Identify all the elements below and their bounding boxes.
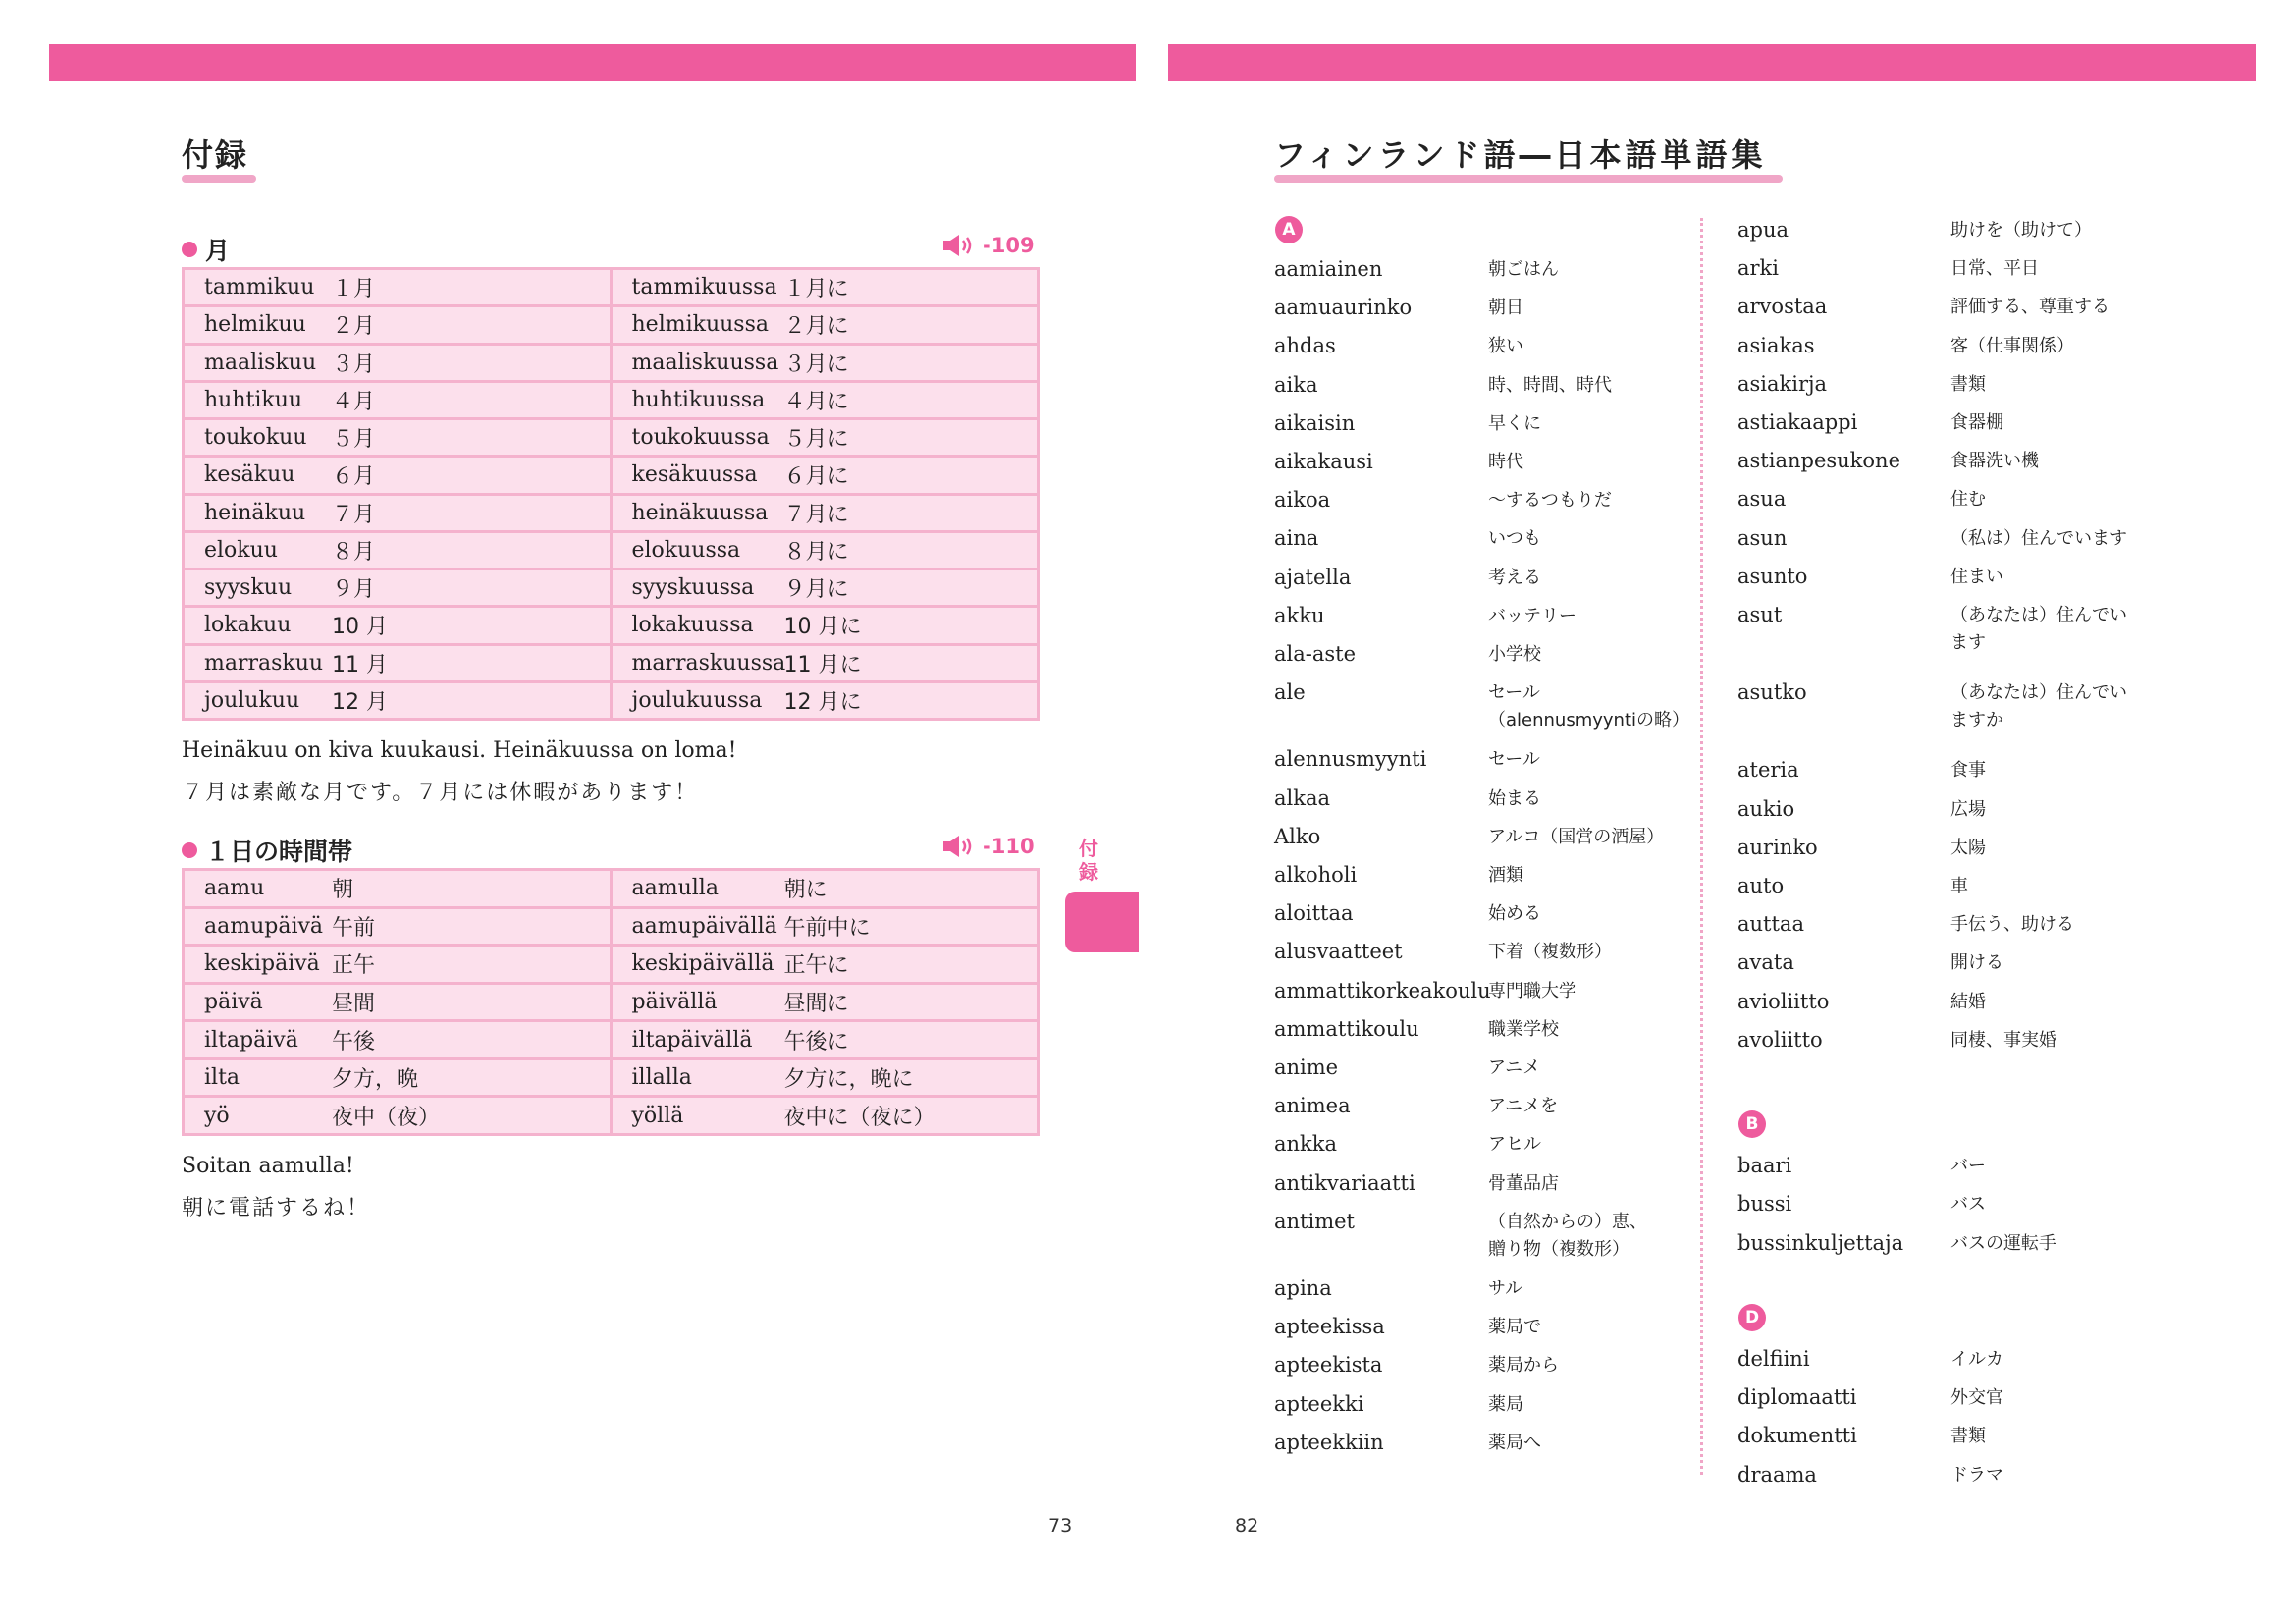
glossary-japanese: 薬局から xyxy=(1488,1355,1559,1377)
glossary-finnish: baari xyxy=(1737,1154,1792,1178)
glossary-japanese: 朝日 xyxy=(1488,298,1523,319)
japanese-word: ４月に xyxy=(783,389,849,414)
glossary-finnish: apteekissa xyxy=(1274,1315,1385,1339)
table-cell xyxy=(613,533,1038,568)
glossary-japanese: 職業学校 xyxy=(1488,1018,1559,1040)
finnish-word: aamulla xyxy=(631,876,719,901)
table-cell xyxy=(613,1060,1038,1096)
finnish-word: elokuu xyxy=(204,537,278,563)
glossary-finnish: aurinko xyxy=(1737,835,1818,859)
glossary-finnish: auttaa xyxy=(1737,912,1804,937)
times-audio[interactable] xyxy=(942,835,1035,858)
table-cell xyxy=(185,496,610,530)
glossary-japanese: 食事 xyxy=(1950,760,1986,782)
glossary-finnish: asutko xyxy=(1737,680,1807,705)
table-cell xyxy=(185,346,610,380)
left-header-bar xyxy=(49,44,1136,81)
table-cell xyxy=(185,570,610,605)
glossary-japanese: 日常、平日 xyxy=(1950,258,2039,280)
bullet-dot xyxy=(182,242,197,257)
glossary-japanese: （自然からの）恵、 贈り物（複数形） xyxy=(1488,1211,1647,1260)
table-cell xyxy=(613,1098,1038,1133)
finnish-word: maaliskuu xyxy=(204,350,317,375)
times-example-ja: 朝に電話するね！ xyxy=(182,1196,371,1220)
finnish-word: elokuussa xyxy=(631,537,741,563)
left-page-title: 付録 xyxy=(182,136,249,174)
finnish-word: päivä xyxy=(204,989,263,1014)
glossary-finnish: arki xyxy=(1737,256,1779,281)
table-cell xyxy=(185,533,610,568)
glossary-japanese: ～するつもりだ xyxy=(1488,490,1612,512)
japanese-word: ３月に xyxy=(783,352,849,377)
glossary-finnish: auto xyxy=(1737,874,1785,897)
finnish-word: yö xyxy=(204,1103,230,1128)
table-cell xyxy=(613,646,1038,680)
glossary-finnish: aika xyxy=(1274,372,1318,397)
glossary-finnish: ammattikorkeakoulu xyxy=(1274,978,1491,1002)
times-title: １日の時間帯 xyxy=(205,838,353,866)
finnish-word: aamu xyxy=(204,876,265,901)
glossary-finnish: antikvariaatti xyxy=(1274,1170,1415,1195)
table-cell xyxy=(613,458,1038,492)
table-cell xyxy=(613,307,1038,342)
glossary-japanese: いつも xyxy=(1488,528,1541,550)
glossary-finnish: aikaisin xyxy=(1274,410,1356,435)
japanese-word: １月 xyxy=(332,277,376,302)
glossary-japanese: バス xyxy=(1950,1194,1986,1216)
glossary-japanese: 骨董品店 xyxy=(1488,1172,1559,1194)
finnish-word: aamupäivällä xyxy=(631,913,777,939)
glossary-japanese: 考える xyxy=(1488,567,1541,588)
table-cell xyxy=(613,947,1038,982)
letter-badge: D xyxy=(1738,1304,1766,1331)
times-section-title xyxy=(182,833,352,868)
glossary-japanese: 外交官 xyxy=(1950,1387,2003,1409)
glossary-japanese: 広場 xyxy=(1950,798,1986,820)
glossary-japanese: 書類 xyxy=(1950,373,1986,395)
times-audio-number: -110 xyxy=(983,835,1035,858)
glossary-japanese: 車 xyxy=(1950,876,1968,896)
table-cell xyxy=(613,420,1038,455)
glossary-japanese: 薬局で xyxy=(1488,1317,1541,1338)
glossary-japanese: バスの運転手 xyxy=(1950,1232,2056,1254)
japanese-word: 10 月 xyxy=(332,615,388,640)
glossary-finnish: apua xyxy=(1737,218,1789,242)
japanese-word: ６月に xyxy=(783,464,849,490)
glossary-japanese: バッテリー xyxy=(1488,605,1576,626)
side-tab[interactable] xyxy=(1065,892,1139,952)
table-cell xyxy=(185,270,610,304)
japanese-word: 夕方に，晩に xyxy=(783,1067,914,1093)
glossary-japanese: セール （alennusmyyntiの略） xyxy=(1488,682,1690,731)
japanese-word: 午後 xyxy=(332,1029,376,1055)
glossary-japanese: 小学校 xyxy=(1488,644,1541,665)
table-cell xyxy=(185,1060,610,1096)
glossary-japanese: サル xyxy=(1488,1278,1523,1299)
japanese-word: ９月に xyxy=(783,577,849,603)
japanese-word: 12 月に xyxy=(783,689,862,715)
glossary-finnish: alkaa xyxy=(1274,785,1331,810)
finnish-word: marraskuu xyxy=(204,650,324,676)
letter-badge: B xyxy=(1738,1110,1766,1138)
months-audio-number: -109 xyxy=(983,234,1035,257)
finnish-word: helmikuu xyxy=(204,312,306,338)
japanese-word: ４月 xyxy=(332,389,376,414)
glossary-japanese: 同棲、事実婚 xyxy=(1950,1029,2056,1051)
times-table xyxy=(182,868,1040,1136)
glossary-finnish: ateria xyxy=(1737,758,1799,783)
glossary-japanese: 狭い xyxy=(1488,336,1523,357)
finnish-word: aamupäivä xyxy=(204,913,324,939)
glossary-finnish: arvostaa xyxy=(1737,295,1828,319)
glossary-japanese: 客（仕事関係） xyxy=(1950,335,2074,356)
table-cell xyxy=(185,1098,610,1133)
finnish-word: maaliskuussa xyxy=(631,350,779,375)
glossary-japanese: 食器棚 xyxy=(1950,412,2003,433)
table-cell xyxy=(613,270,1038,304)
table-cell xyxy=(185,646,610,680)
column-divider xyxy=(1700,218,1703,1475)
glossary-finnish: apteekkiin xyxy=(1274,1430,1384,1454)
table-cell xyxy=(185,1022,610,1057)
finnish-word: iltapäivä xyxy=(204,1027,298,1053)
glossary-japanese: （あなたは）住んでい ます xyxy=(1950,605,2127,653)
months-section-title xyxy=(182,232,230,267)
glossary-japanese: 住む xyxy=(1950,489,1986,511)
months-table xyxy=(182,267,1040,721)
right-page-number: 82 xyxy=(1235,1515,1259,1537)
glossary-finnish: asiakas xyxy=(1737,333,1815,357)
glossary-japanese: イルカ xyxy=(1950,1349,2003,1370)
glossary-finnish: aamuaurinko xyxy=(1274,296,1413,320)
glossary-finnish: anime xyxy=(1274,1055,1339,1079)
japanese-word: 昼間に xyxy=(783,991,849,1016)
japanese-word: 正午 xyxy=(332,953,376,979)
japanese-word: 午前 xyxy=(332,915,376,941)
glossary-japanese: 朝ごはん xyxy=(1488,259,1559,280)
glossary-japanese: 助けを（助けて） xyxy=(1950,220,2092,241)
table-cell xyxy=(613,909,1038,945)
table-cell xyxy=(185,909,610,945)
japanese-word: 午前中に xyxy=(783,915,871,941)
glossary-finnish: avata xyxy=(1737,950,1794,975)
japanese-word: 朝に xyxy=(783,878,828,903)
finnish-word: kesäkuu xyxy=(204,462,295,488)
table-cell xyxy=(185,947,610,982)
glossary-japanese: 下着（複数形） xyxy=(1488,942,1612,963)
japanese-word: １月に xyxy=(783,277,849,302)
finnish-word: tammikuu xyxy=(204,275,315,300)
japanese-word: 昼間 xyxy=(332,991,376,1016)
glossary-finnish: aina xyxy=(1274,526,1319,551)
japanese-word: ８月 xyxy=(332,539,376,565)
left-title-underline xyxy=(182,175,256,183)
glossary-japanese: （私は）住んでいます xyxy=(1950,527,2127,549)
glossary-japanese: アニメ xyxy=(1488,1057,1541,1078)
glossary-japanese: 書類 xyxy=(1950,1426,1986,1447)
glossary-finnish: akku xyxy=(1274,603,1325,627)
months-audio[interactable] xyxy=(942,234,1035,257)
glossary-japanese: バー xyxy=(1950,1156,1986,1177)
glossary-finnish: animea xyxy=(1274,1094,1351,1118)
glossary-finnish: asua xyxy=(1737,487,1787,512)
glossary-japanese: 住まい xyxy=(1950,566,2003,587)
glossary-japanese: 早くに xyxy=(1488,412,1541,434)
table-cell xyxy=(613,683,1038,718)
glossary-finnish: alusvaatteet xyxy=(1274,940,1403,964)
left-page-number: 73 xyxy=(1048,1515,1073,1537)
glossary-finnish: delfiini xyxy=(1737,1347,1810,1371)
japanese-word: 夜中（夜） xyxy=(332,1105,441,1130)
glossary-finnish: asunto xyxy=(1737,564,1808,588)
glossary-finnish: ala-aste xyxy=(1274,642,1357,666)
right-title-underline xyxy=(1274,175,1783,183)
finnish-word: lokakuussa xyxy=(631,613,754,638)
glossary-finnish: alennusmyynti xyxy=(1274,747,1427,772)
table-cell xyxy=(185,420,610,455)
glossary-finnish: dokumentti xyxy=(1737,1424,1857,1448)
glossary-finnish: asut xyxy=(1737,603,1783,626)
japanese-word: 夜中に（夜に） xyxy=(783,1105,935,1130)
japanese-word: 午後に xyxy=(783,1029,849,1055)
months-title: 月 xyxy=(205,237,231,265)
table-cell xyxy=(185,871,610,906)
glossary-japanese: 専門職大学 xyxy=(1488,980,1576,1001)
finnish-word: syyskuussa xyxy=(631,575,755,601)
glossary-finnish: ale xyxy=(1274,680,1306,705)
japanese-word: ２月 xyxy=(332,314,376,340)
japanese-word: 11 月に xyxy=(783,652,862,677)
finnish-word: iltapäivällä xyxy=(631,1027,753,1053)
glossary-finnish: alkoholi xyxy=(1274,863,1358,887)
glossary-japanese: ドラマ xyxy=(1950,1464,2003,1486)
japanese-word: 朝 xyxy=(332,878,354,903)
finnish-word: syyskuu xyxy=(204,575,293,601)
glossary-japanese: セール xyxy=(1488,749,1540,771)
glossary-japanese: アヒル xyxy=(1488,1134,1541,1156)
japanese-word: 10 月に xyxy=(783,615,862,640)
glossary-japanese: 酒類 xyxy=(1488,865,1523,886)
table-cell xyxy=(613,570,1038,605)
glossary-finnish: avoliitto xyxy=(1737,1027,1823,1052)
table-cell xyxy=(613,346,1038,380)
finnish-word: yöllä xyxy=(631,1103,684,1128)
glossary-finnish: apina xyxy=(1274,1276,1332,1300)
table-cell xyxy=(185,608,610,642)
speaker-icon xyxy=(942,234,980,257)
finnish-word: joulukuussa xyxy=(631,687,763,713)
glossary-finnish: antimet xyxy=(1274,1209,1355,1233)
side-tab-label: 付録 xyxy=(1079,837,1098,884)
japanese-word: ７月 xyxy=(332,502,376,527)
right-header-bar xyxy=(1168,44,2256,81)
bullet-dot xyxy=(182,842,197,858)
glossary-japanese: 結婚 xyxy=(1950,991,1986,1012)
glossary-finnish: astianpesukone xyxy=(1737,449,1900,473)
table-cell xyxy=(185,458,610,492)
months-example-ja: ７月は素敵な月です。７月には休暇があります！ xyxy=(182,781,699,805)
glossary-finnish: bussinkuljettaja xyxy=(1737,1230,1904,1255)
finnish-word: marraskuussa xyxy=(631,650,786,676)
glossary-finnish: aukio xyxy=(1737,796,1795,821)
glossary-finnish: ahdas xyxy=(1274,334,1336,358)
glossary-japanese: 手伝う、助ける xyxy=(1950,914,2074,936)
times-example-fi: Soitan aamulla! xyxy=(182,1154,354,1178)
glossary-japanese: 時、時間、時代 xyxy=(1488,374,1612,396)
finnish-word: joulukuu xyxy=(204,687,300,713)
glossary-finnish: aikoa xyxy=(1274,488,1331,513)
table-cell xyxy=(185,985,610,1020)
finnish-word: heinäkuussa xyxy=(631,500,769,525)
table-cell xyxy=(613,985,1038,1020)
table-cell xyxy=(613,871,1038,906)
glossary-finnish: apteekista xyxy=(1274,1353,1383,1378)
glossary-finnish: avioliitto xyxy=(1737,989,1830,1013)
glossary-japanese: 時代 xyxy=(1488,452,1523,472)
glossary-finnish: diplomaatti xyxy=(1737,1385,1857,1410)
finnish-word: keskipäivä xyxy=(204,951,320,977)
finnish-word: tammikuussa xyxy=(631,275,777,300)
glossary-japanese: 薬局へ xyxy=(1488,1432,1541,1453)
glossary-finnish: aamiainen xyxy=(1274,257,1383,281)
speaker-icon xyxy=(942,835,980,858)
table-cell xyxy=(185,307,610,342)
glossary-finnish: bussi xyxy=(1737,1192,1792,1217)
finnish-word: heinäkuu xyxy=(204,500,306,525)
finnish-word: lokakuu xyxy=(204,613,292,638)
japanese-word: 11 月 xyxy=(332,652,388,677)
glossary-japanese: 始める xyxy=(1488,903,1541,925)
japanese-word: 夕方，晩 xyxy=(332,1067,419,1093)
glossary-finnish: asun xyxy=(1737,525,1788,550)
table-cell xyxy=(185,383,610,417)
glossary-japanese: 評価する、尊重する xyxy=(1950,297,2109,318)
table-cell xyxy=(613,1022,1038,1057)
glossary-finnish: astiakaappi xyxy=(1737,410,1858,434)
letter-badge: A xyxy=(1275,216,1303,243)
glossary-japanese: 食器洗い機 xyxy=(1950,451,2039,472)
japanese-word: ６月 xyxy=(332,464,376,490)
japanese-word: ９月 xyxy=(332,577,376,603)
table-cell xyxy=(185,683,610,718)
japanese-word: 12 月 xyxy=(332,689,388,715)
glossary-finnish: Alko xyxy=(1274,824,1321,848)
glossary-japanese: （あなたは）住んでい ますか xyxy=(1950,682,2127,731)
japanese-word: ７月に xyxy=(783,502,849,527)
glossary-finnish: draama xyxy=(1737,1462,1817,1487)
glossary-japanese: アルコ（国営の酒屋） xyxy=(1488,826,1665,847)
finnish-word: helmikuussa xyxy=(631,312,769,338)
table-cell xyxy=(613,383,1038,417)
glossary-japanese: 太陽 xyxy=(1950,837,1986,858)
table-cell xyxy=(613,608,1038,642)
glossary-japanese: 開ける xyxy=(1950,952,2003,974)
glossary-finnish: asiakirja xyxy=(1737,371,1828,396)
glossary-finnish: ajatella xyxy=(1274,565,1352,589)
finnish-word: illalla xyxy=(631,1065,692,1091)
glossary-finnish: ammattikoulu xyxy=(1274,1016,1419,1041)
finnish-word: huhtikuussa xyxy=(631,387,766,412)
japanese-word: ５月に xyxy=(783,427,849,453)
japanese-word: ２月に xyxy=(783,314,849,340)
glossary-japanese: 薬局 xyxy=(1488,1393,1523,1415)
glossary-finnish: aikakausi xyxy=(1274,450,1373,473)
finnish-word: toukokuussa xyxy=(631,425,770,451)
finnish-word: keskipäivällä xyxy=(631,951,774,977)
finnish-word: päivällä xyxy=(631,989,718,1014)
japanese-word: ５月 xyxy=(332,427,376,453)
glossary-finnish: aloittaa xyxy=(1274,901,1354,926)
right-page-title: フィンランド語―日本語単語集 xyxy=(1274,136,1767,174)
months-example-fi: Heinäkuu on kiva kuukausi. Heinäkuussa on loma! xyxy=(182,738,737,763)
glossary-finnish: ankka xyxy=(1274,1132,1338,1157)
glossary-japanese: 始まる xyxy=(1488,787,1541,809)
finnish-word: kesäkuussa xyxy=(631,462,758,488)
table-cell xyxy=(613,496,1038,530)
finnish-word: toukokuu xyxy=(204,425,307,451)
finnish-word: ilta xyxy=(204,1065,240,1091)
glossary-japanese: アニメを xyxy=(1488,1096,1559,1117)
finnish-word: huhtikuu xyxy=(204,387,303,412)
glossary-finnish: apteekki xyxy=(1274,1391,1364,1416)
japanese-word: ３月 xyxy=(332,352,376,377)
japanese-word: ８月に xyxy=(783,539,849,565)
japanese-word: 正午に xyxy=(783,953,849,979)
